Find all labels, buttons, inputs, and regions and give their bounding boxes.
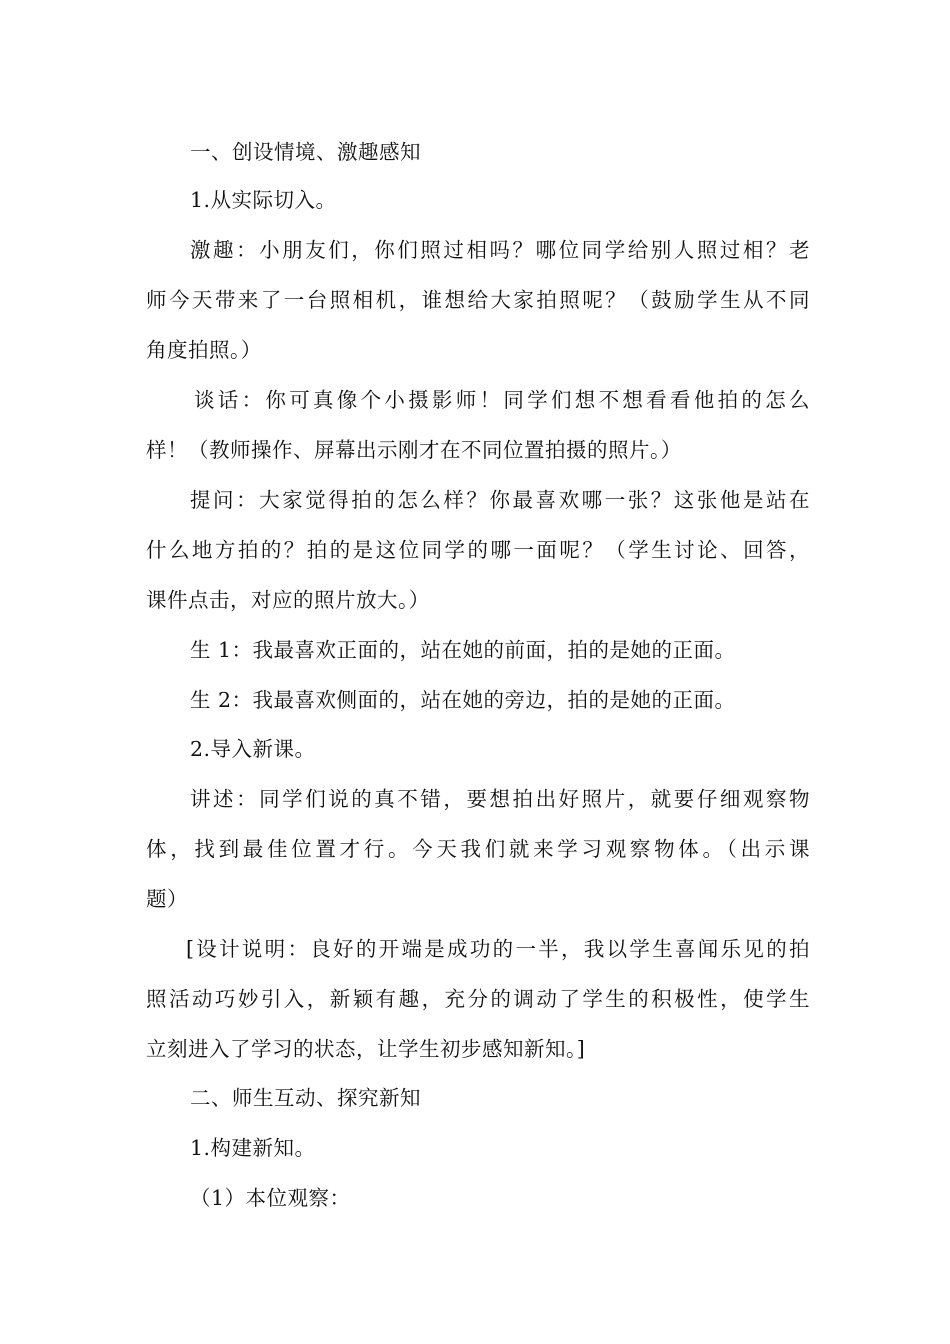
paragraph-line: 讲述：同学们说的真不错，要想拍出好照片，就要仔细观察物 (190, 787, 810, 811)
paragraph-line: 提问：大家觉得拍的怎么样？你最喜欢哪一张？这张他是站在 (190, 488, 810, 512)
section-heading-2: 二、师生互动、探究新知 (190, 1086, 421, 1110)
paragraph-line: 角度拍照。） (146, 338, 262, 362)
paragraph-line: 师今天带来了一台照相机，谁想给大家拍照呢？（鼓励学生从不同 (146, 288, 810, 312)
paragraph-line: 谈话：你可真像个小摄影师！同学们想不想看看他拍的怎么 (194, 388, 810, 412)
design-note-line: 照活动巧妙引入，新颖有趣，充分的调动了学生的积极性，使学生 (146, 987, 810, 1011)
subheading-1: 1.从实际切入。 (190, 188, 337, 212)
paragraph-line: 体，找到最佳位置才行。今天我们就来学习观察物体。（出示课 (146, 837, 810, 861)
paragraph-line: 题） (146, 887, 188, 911)
section-heading-1: 一、创设情境、激趣感知 (190, 140, 421, 164)
paragraph-line: 课件点击，对应的照片放大。） (146, 588, 430, 612)
design-note-line: [设计说明：良好的开端是成功的一半，我以学生喜闻乐见的拍 (186, 937, 810, 961)
paragraph-line: 激趣：小朋友们，你们照过相吗？哪位同学给别人照过相？老 (190, 238, 810, 262)
paragraph-line: 什么地方拍的？拍的是这位同学的哪一面呢？（学生讨论、回答， (146, 538, 810, 562)
paragraph-line: 生 1：我最喜欢正面的，站在她的前面，拍的是她的正面。 (190, 638, 736, 662)
subheading-3: 1.构建新知。 (190, 1136, 316, 1160)
subheading-2: 2.导入新课。 (190, 737, 316, 761)
subheading-4: （1）本位观察： (190, 1186, 351, 1210)
paragraph-line: 样！（教师操作、屏幕出示刚才在不同位置拍摄的照片。） (146, 438, 682, 462)
design-note-line: 立刻进入了学习的状态，让学生初步感知新知。] (146, 1037, 586, 1061)
paragraph-line: 生 2：我最喜欢侧面的，站在她的旁边，拍的是她的正面。 (190, 688, 736, 712)
